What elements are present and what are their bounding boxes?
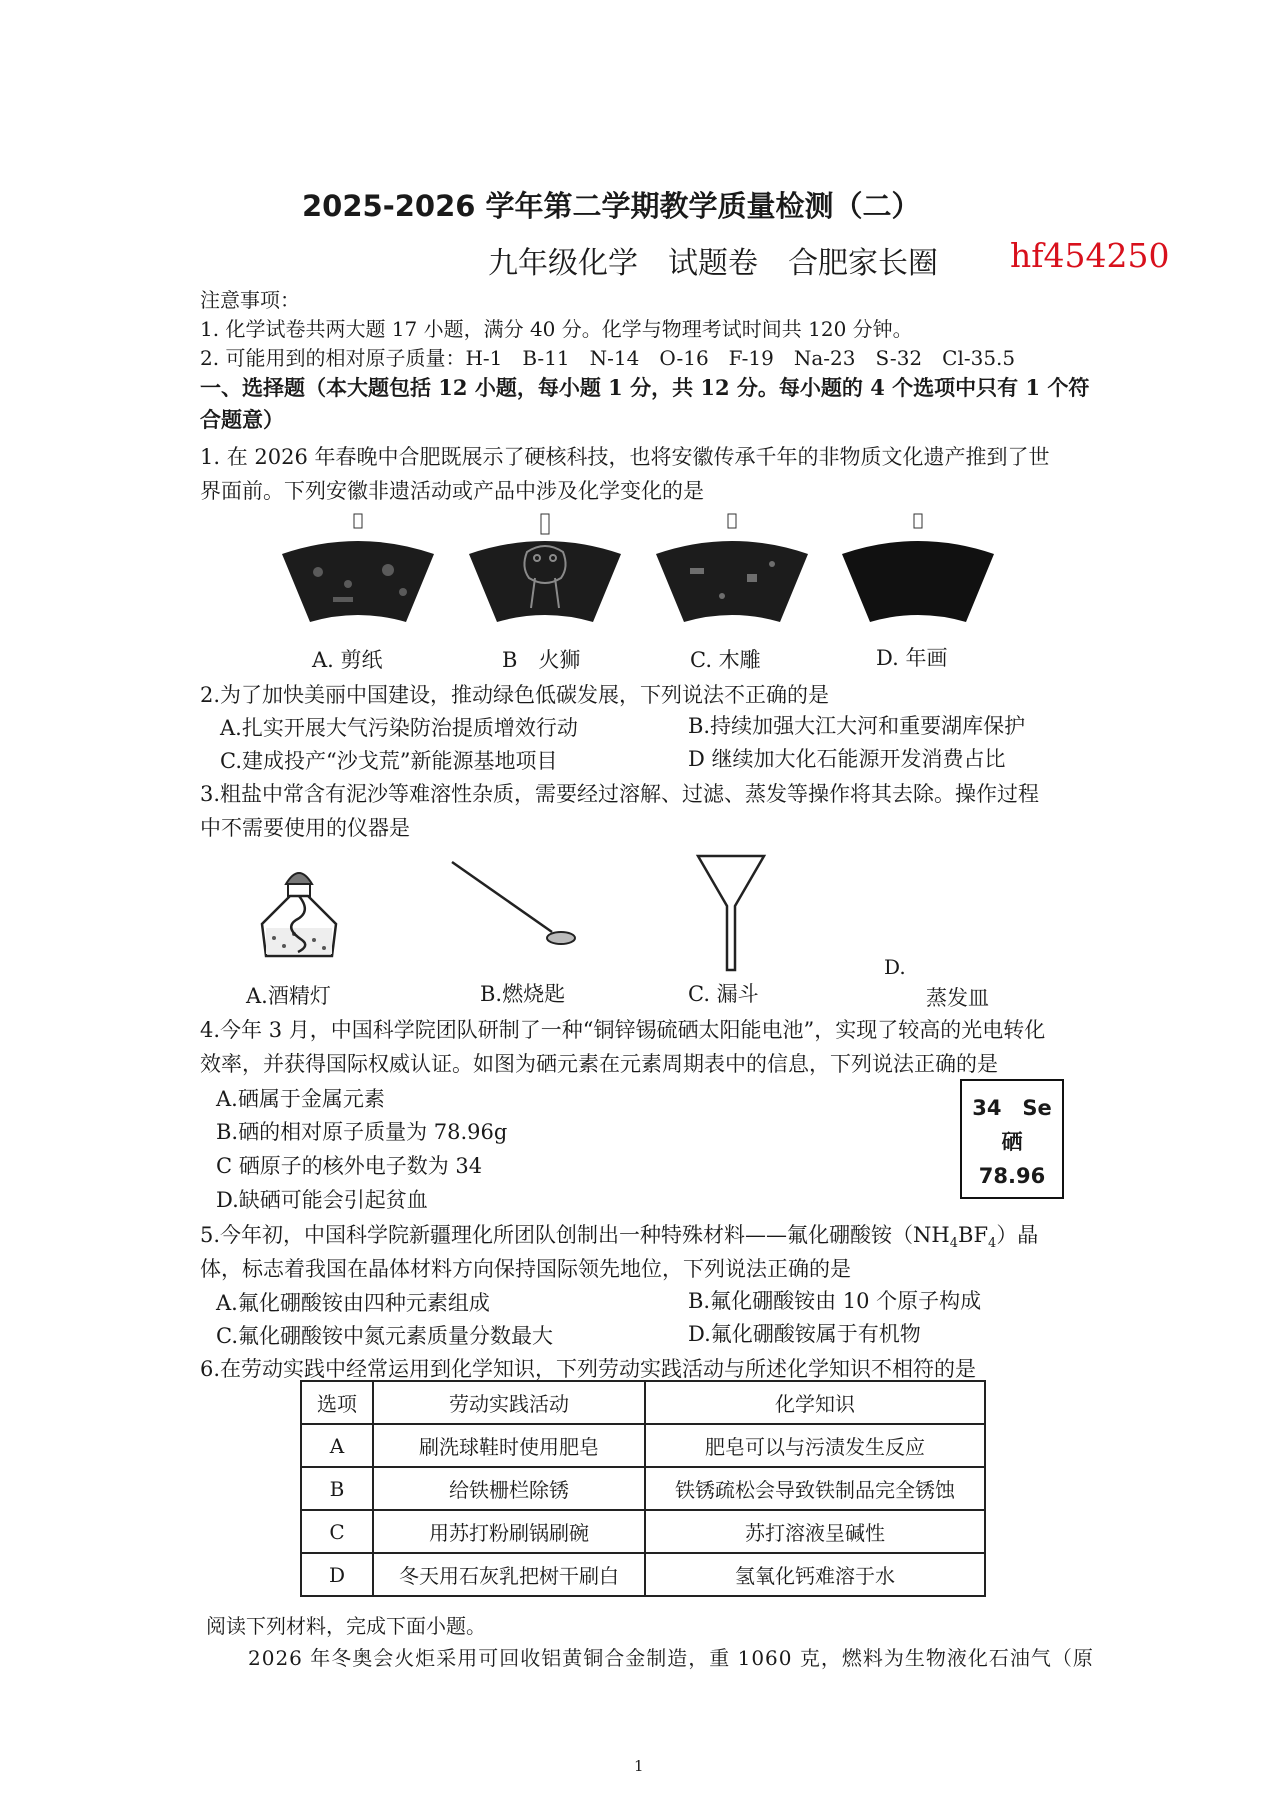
q3-option-d: 蒸发皿	[926, 986, 989, 1010]
new-year-painting-image	[838, 512, 998, 624]
element-number-symbol: 34 Se	[972, 1096, 1052, 1120]
q3-option-c: C. 漏斗	[688, 982, 759, 1006]
table-header-cell: 劳动实践活动	[373, 1381, 645, 1424]
table-header-row	[301, 1381, 985, 1424]
selenium-element-card	[960, 1079, 1064, 1199]
funnel-image	[694, 852, 768, 976]
q5-stem-line2: 体，标志着我国在晶体材料方向保持国际领先地位，下列说法正确的是	[200, 1257, 851, 1281]
table-cell: 给铁栅栏除锈	[373, 1467, 645, 1510]
notice-item-2: 2. 可能用到的相对原子质量：H-1 B-11 N-14 O-16 F-19 Na-23 S-32 Cl-35.5	[200, 346, 1016, 370]
element-name: 硒	[1001, 1130, 1023, 1154]
q4-option-d: D.缺硒可能会引起贫血	[216, 1188, 428, 1212]
q5-option-d: D.氟化硼酸铵属于有机物	[688, 1322, 921, 1346]
table-row	[301, 1467, 985, 1510]
q1-option-a: A. 剪纸	[312, 648, 383, 672]
q1-stem-line2: 界面前。下列安徽非遗活动或产品中涉及化学变化的是	[200, 479, 704, 503]
table-row	[301, 1553, 985, 1596]
reading-text: 2026 年冬奥会火炬采用可回收铝黄铜合金制造，重 1060 克，燃料为生物液化石油气（原	[248, 1646, 1094, 1670]
reading-intro: 阅读下列材料，完成下面小题。	[206, 1614, 486, 1638]
table-cell: C	[301, 1510, 373, 1553]
table-cell: 刷洗球鞋时使用肥皂	[373, 1424, 645, 1467]
table-cell: A	[301, 1424, 373, 1467]
combustion-spoon-image	[448, 858, 578, 950]
table-header-cell: 选项	[301, 1381, 373, 1424]
paper-cutting-image	[278, 512, 438, 624]
q2-option-c: C.建成投产“沙戈荒”新能源基地项目	[220, 749, 558, 773]
exam-subtitle: 九年级化学 试题卷 合肥家长圈	[488, 246, 938, 281]
q1-option-d: D. 年画	[876, 646, 948, 670]
q2-option-d: D 继续加大化石能源开发消费占比	[688, 747, 1006, 771]
table-row	[301, 1424, 985, 1467]
q3-stem-line1: 3.粗盐中常含有泥沙等难溶性杂质，需要经过溶解、过滤、蒸发等操作将其去除。操作过程	[200, 782, 1040, 806]
page-number: 1	[634, 1757, 644, 1775]
q3-option-a: A.酒精灯	[246, 984, 331, 1008]
section-heading-line2: 合题意）	[200, 407, 284, 432]
q4-option-c: C 硒原子的核外电子数为 34	[216, 1154, 483, 1178]
q4-stem-line2: 效率，并获得国际权威认证。如图为硒元素在元素周期表中的信息，下列说法正确的是	[200, 1052, 998, 1076]
q5-option-b: B.氟化硼酸铵由 10 个原子构成	[688, 1289, 982, 1313]
table-header-cell: 化学知识	[645, 1381, 985, 1424]
q4-option-b: B.硒的相对原子质量为 78.96g	[216, 1120, 508, 1144]
q5-option-a: A.氟化硼酸铵由四种元素组成	[216, 1291, 490, 1315]
q3-option-d-letter: D.	[884, 955, 906, 979]
alcohol-lamp-image	[252, 862, 346, 962]
q2-stem: 2.为了加快美丽中国建设，推动绿色低碳发展，下列说法不正确的是	[200, 683, 830, 707]
notice-item-1: 1. 化学试卷共两大题 17 小题，满分 40 分。化学与物理考试时间共 120 分钟。	[200, 317, 913, 341]
watermark-code: hf454250	[1010, 236, 1170, 275]
element-mass: 78.96	[978, 1164, 1046, 1188]
q2-option-a: A.扎实开展大气污染防治提质增效行动	[220, 716, 578, 740]
q1-stem-line1: 1. 在 2026 年春晚中合肥既展示了硬核科技，也将安徽传承千年的非物质文化遗产推到了世	[200, 445, 1050, 469]
q3-stem-line2: 中不需要使用的仪器是	[200, 816, 410, 840]
table-cell: B	[301, 1467, 373, 1510]
q6-stem: 6.在劳动实践中经常运用到化学知识，下列劳动实践活动与所述化学知识不相符的是	[200, 1357, 977, 1381]
wood-carving-image	[652, 512, 812, 624]
q2-option-b: B.持续加强大江大河和重要湖库保护	[688, 714, 1026, 738]
q3-option-b: B.燃烧匙	[480, 982, 566, 1006]
section-heading-line1: 一、选择题（本大题包括 12 小题，每小题 1 分，共 12 分。每小题的 4 个选项中只有 1 个符	[200, 375, 1090, 400]
table-cell: 冬天用石灰乳把树干刷白	[373, 1553, 645, 1596]
q4-stem-line1: 4.今年 3 月，中国科学院团队研制了一种“铜锌锡硫硒太阳能电池”，实现了较高的光电转化	[200, 1018, 1046, 1042]
q1-option-b: B 火狮	[502, 648, 581, 672]
table-cell: 铁锈疏松会导致铁制品完全锈蚀	[645, 1467, 985, 1510]
q5-stem-line1: 5.今年初，中国科学院新疆理化所团队创制出一种特殊材料——氟化硼酸铵$(NH_4BF_4)$晶	[200, 1223, 1039, 1252]
table-row	[301, 1510, 985, 1553]
q5-option-c: C.氟化硼酸铵中氮元素质量分数最大	[216, 1324, 553, 1348]
table-cell: D	[301, 1553, 373, 1596]
table-cell: 肥皂可以与污渍发生反应	[645, 1424, 985, 1467]
fire-lion-image	[465, 512, 625, 624]
q1-option-c: C. 木雕	[690, 648, 761, 672]
table-cell: 氢氧化钙难溶于水	[645, 1553, 985, 1596]
table-cell: 苏打溶液呈碱性	[645, 1510, 985, 1553]
q4-option-a: A.硒属于金属元素	[216, 1087, 385, 1111]
exam-title: 2025-2026 学年第二学期教学质量检测（二）	[302, 189, 921, 223]
q6-table	[300, 1380, 986, 1597]
notice-heading: 注意事项：	[200, 288, 300, 312]
table-cell: 用苏打粉刷锅刷碗	[373, 1510, 645, 1553]
